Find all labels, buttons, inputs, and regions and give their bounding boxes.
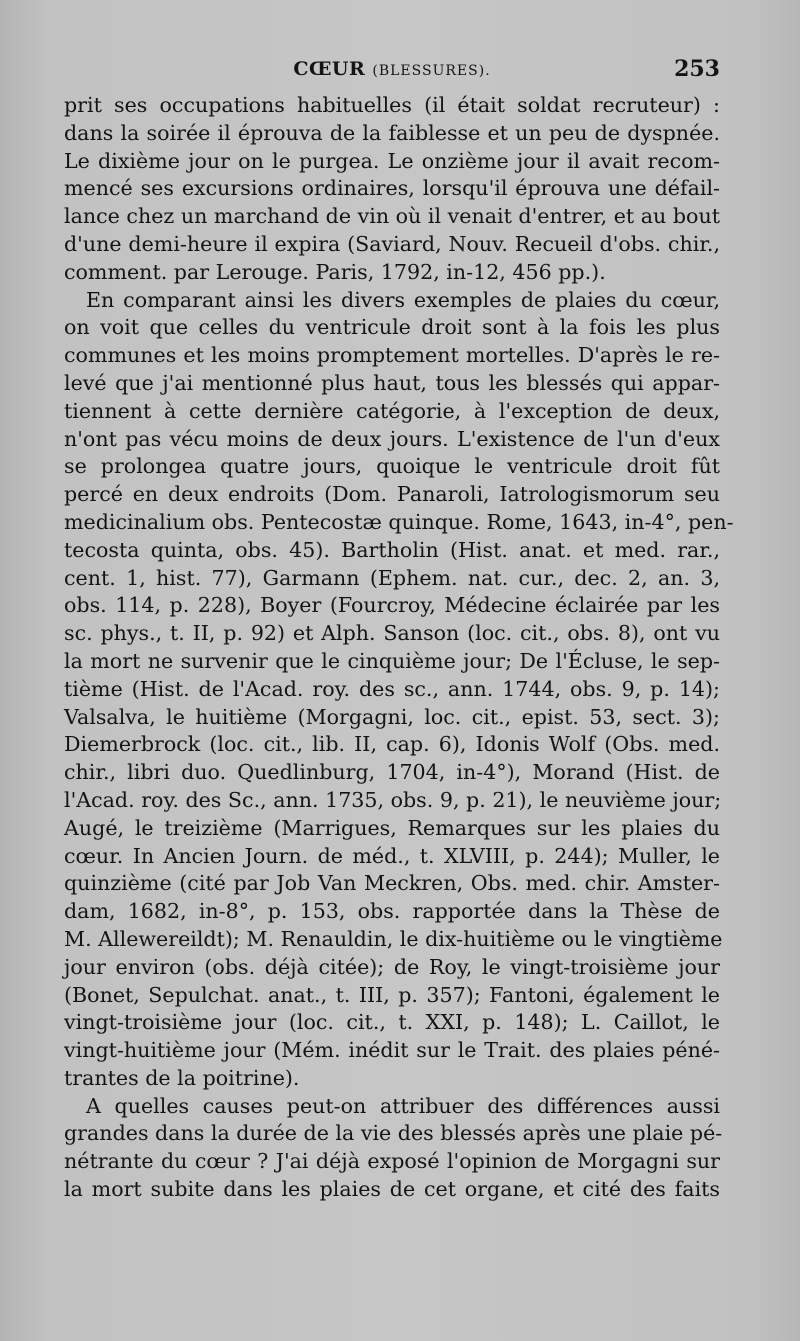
text-line: Valsalva, le huitième (Morgagni, loc. cit., epist. 53, sect. 3); <box>64 704 720 729</box>
text-line: tecosta quinta, obs. 45). Bartholin (Hist. anat. et med. rar., <box>64 537 720 562</box>
text-line: on voit que celles du ventricule droit sont à la fois les plus <box>64 315 720 340</box>
text-line: jour environ (obs. déjà citée); de Roy, le vingt-troisième jour <box>64 954 720 979</box>
text-line: vingt-troisième jour (loc. cit., t. XXI, p. 148); L. Caillot, le <box>64 1010 720 1035</box>
text-line: Diemerbrock (loc. cit., lib. II, cap. 6), Idonis Wolf (Obs. med. <box>64 732 720 757</box>
text-line: l'Acad. roy. des Sc., ann. 1735, obs. 9, p. 21), le neuvième jour; <box>64 787 722 812</box>
text-line: mencé ses excursions ordinaires, lorsqu'il éprouva une défail- <box>64 176 720 201</box>
text-line: chir., libri duo. Quedlinburg, 1704, in-4°), Morand (Hist. de <box>64 760 720 785</box>
text-line: la mort subite dans les plaies de cet organe, et cité des faits <box>64 1177 720 1202</box>
running-title-main: CŒUR <box>293 58 366 80</box>
text-line: nétrante du cœur ? J'ai déjà exposé l'opinion de Morgagni sur <box>64 1149 720 1174</box>
text-line: medicinalium obs. Pentecostæ quinque. Rome, 1643, in-4°, pen- <box>64 509 734 534</box>
text-line: la mort ne survenir que le cinquième jour; De l'Écluse, le sep- <box>64 648 720 673</box>
text-line: tiennent à cette dernière catégorie, à l'exception de deux, <box>64 398 720 423</box>
text-line: cent. 1, hist. 77), Garmann (Ephem. nat. cur., dec. 2, an. 3, <box>64 565 720 590</box>
text-line: Augé, le treizième (Marrigues, Remarques sur les plaies du <box>64 815 720 840</box>
text-line: M. Allewereildt); M. Renauldin, le dix-huitième ou le vingtième <box>64 926 723 951</box>
text-line: dam, 1682, in-8°, p. 153, obs. rapportée dans la Thèse de <box>64 899 720 924</box>
text-line: levé que j'ai mentionné plus haut, tous les blessés qui appar- <box>64 370 720 395</box>
text-line: dans la soirée il éprouva de la faiblesse et un peu de dyspnée. <box>64 120 720 145</box>
text-line: comment. par Lerouge. Paris, 1792, in-12, 456 pp.). <box>64 259 606 284</box>
running-title <box>64 58 720 80</box>
text-line: En comparant ainsi les divers exemples de plaies du cœur, <box>86 287 720 312</box>
text-line: lance chez un marchand de vin où il venait d'entrer, et au bout <box>64 204 720 229</box>
text-line: tième (Hist. de l'Acad. roy. des sc., ann. 1744, obs. 9, p. 14); <box>64 676 720 701</box>
text-line: communes et les moins promptement mortelles. D'après le re- <box>64 343 720 368</box>
text-line: d'une demi-heure il expira (Saviard, Nouv. Recueil d'obs. chir., <box>64 231 720 256</box>
text-line: n'ont pas vécu moins de deux jours. L'existence de l'un d'eux <box>64 426 720 451</box>
running-title-sub: (BLESSURES). <box>372 63 491 79</box>
text-line: vingt-huitième jour (Mém. inédit sur le Trait. des plaies péné- <box>64 1038 720 1063</box>
body-text <box>64 92 734 1204</box>
page-number: 253 <box>674 56 720 82</box>
text-line: se prolongea quatre jours, quoique le ventricule droit fût <box>64 454 720 479</box>
text-line: quinzième (cité par Job Van Meckren, Obs. med. chir. Amster- <box>64 871 720 896</box>
text-line: percé en deux endroits (Dom. Panaroli, Iatrologismorum seu <box>64 482 720 507</box>
text-line: Le dixième jour on le purgea. Le onzième jour il avait recom- <box>64 148 720 173</box>
text-line: cœur. In Ancien Journ. de méd., t. XLVIII, p. 244); Muller, le <box>64 843 720 868</box>
text-line: sc. phys., t. II, p. 92) et Alph. Sanson (loc. cit., obs. 8), ont vu <box>64 621 720 646</box>
text-line: obs. 114, p. 228), Boyer (Fourcroy, Médecine éclairée par les <box>64 593 720 618</box>
text-line: A quelles causes peut-on attribuer des différences aussi <box>86 1093 720 1118</box>
text-line: (Bonet, Sepulchat. anat., t. III, p. 357); Fantoni, également le <box>64 982 720 1007</box>
page-header <box>64 54 720 90</box>
text-line: prit ses occupations habituelles (il était soldat recruteur) : <box>64 93 720 117</box>
text-line: trantes de la poitrine). <box>64 1065 300 1090</box>
text-line: grandes dans la durée de la vie des blessés après une plaie pé- <box>64 1121 723 1146</box>
